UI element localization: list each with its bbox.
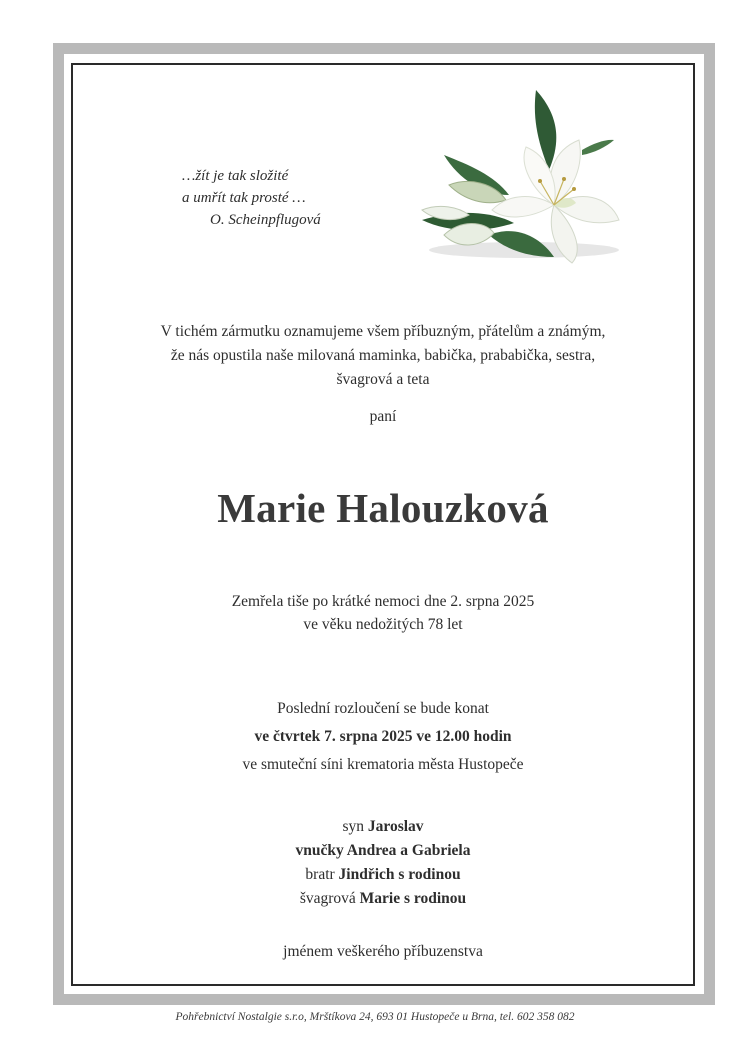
farewell-details (73, 695, 693, 779)
bud-small (422, 206, 469, 219)
leaf-right (582, 140, 614, 155)
mourner-relation: bratr (305, 866, 335, 883)
mourners-list (73, 815, 693, 911)
honorific: paní (369, 408, 397, 425)
death-line-2: ve věku nedožitých 78 let (303, 616, 463, 633)
announcement-line-1: V tichém zármutku oznamujeme všem příbuzným, přátelům a známým, (160, 323, 606, 340)
farewell-date-time: ve čtvrtek 7. srpna 2025 ve 12.00 hodin (254, 728, 512, 745)
mourner-row (73, 863, 693, 887)
announcement-text (73, 320, 693, 392)
announcement-line-3: švagrová a teta (336, 371, 430, 388)
quote-author: O. Scheinpflugová (210, 212, 321, 228)
mourner-relation: syn (342, 818, 364, 835)
death-line-1: Zemřela tiše po krátké nemoci dne 2. srpna 2025 (231, 593, 535, 610)
quote-line-1: …žít je tak složité (182, 168, 289, 184)
death-details (73, 590, 693, 636)
farewell-line-1: Poslední rozloučení se bude konat (277, 700, 489, 717)
closing-line: jménem veškerého příbuzenstva (283, 943, 483, 960)
deceased-name: Marie Halouzková (217, 485, 549, 531)
funeral-home-footer: Pohřebnictví Nostalgie s.r.o, Mrštíkova 24, 693 01 Hustopeče u Brna, tel. 602 358 082 (175, 1011, 575, 1023)
mourner-name: Jaroslav (367, 818, 424, 835)
mourner-name: vnučky Andrea a Gabriela (295, 842, 471, 859)
lily-flower-image (414, 85, 626, 265)
mourner-row (73, 815, 693, 839)
mourner-name: Jindřich s rodinou (338, 866, 461, 883)
mourner-relation: švagrová (299, 890, 356, 907)
mourner-row (73, 887, 693, 911)
quote-line-2: a umřít tak prosté … (182, 190, 306, 206)
announcement-line-2: že nás opustila naše milovaná maminka, babička, prababička, sestra, (170, 347, 596, 364)
epigraph-quote (150, 165, 370, 231)
farewell-location: ve smuteční síni krematoria města Hustopeče (242, 756, 524, 773)
mourner-row (73, 839, 693, 863)
mourner-name: Marie s rodinou (359, 890, 467, 907)
